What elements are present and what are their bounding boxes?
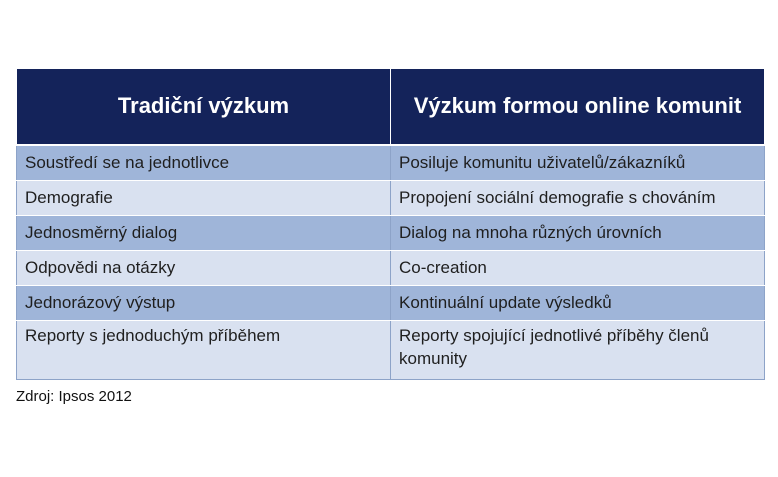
table-cell: Co-creation <box>391 251 765 286</box>
table-row <box>17 181 765 216</box>
table-cell: Demografie <box>17 181 391 216</box>
header-traditional-research: Tradiční výzkum <box>17 69 391 146</box>
table-cell: Dialog na mnoha různých úrovních <box>391 216 765 251</box>
table-row <box>17 321 765 380</box>
table-row <box>17 216 765 251</box>
table-cell: Reporty spojující jednotlivé příběhy členů komunity <box>391 321 765 380</box>
source-citation: Zdroj: Ipsos 2012 <box>16 388 132 405</box>
table-cell: Posiluje komunitu uživatelů/zákazníků <box>391 145 765 181</box>
header-online-community-research: Výzkum formou online komunit <box>391 69 765 146</box>
table-cell: Jednosměrný dialog <box>17 216 391 251</box>
table-row <box>17 286 765 321</box>
table-row <box>17 251 765 286</box>
table-cell: Odpovědi na otázky <box>17 251 391 286</box>
table-cell: Reporty s jednoduchým příběhem <box>17 321 391 380</box>
table-cell: Jednorázový výstup <box>17 286 391 321</box>
table-cell: Propojení sociální demografie s chováním <box>391 181 765 216</box>
table-cell: Kontinuální update výsledků <box>391 286 765 321</box>
comparison-table <box>16 68 765 380</box>
table-header-row <box>17 69 765 146</box>
table-cell: Soustředí se na jednotlivce <box>17 145 391 181</box>
table-row <box>17 145 765 181</box>
